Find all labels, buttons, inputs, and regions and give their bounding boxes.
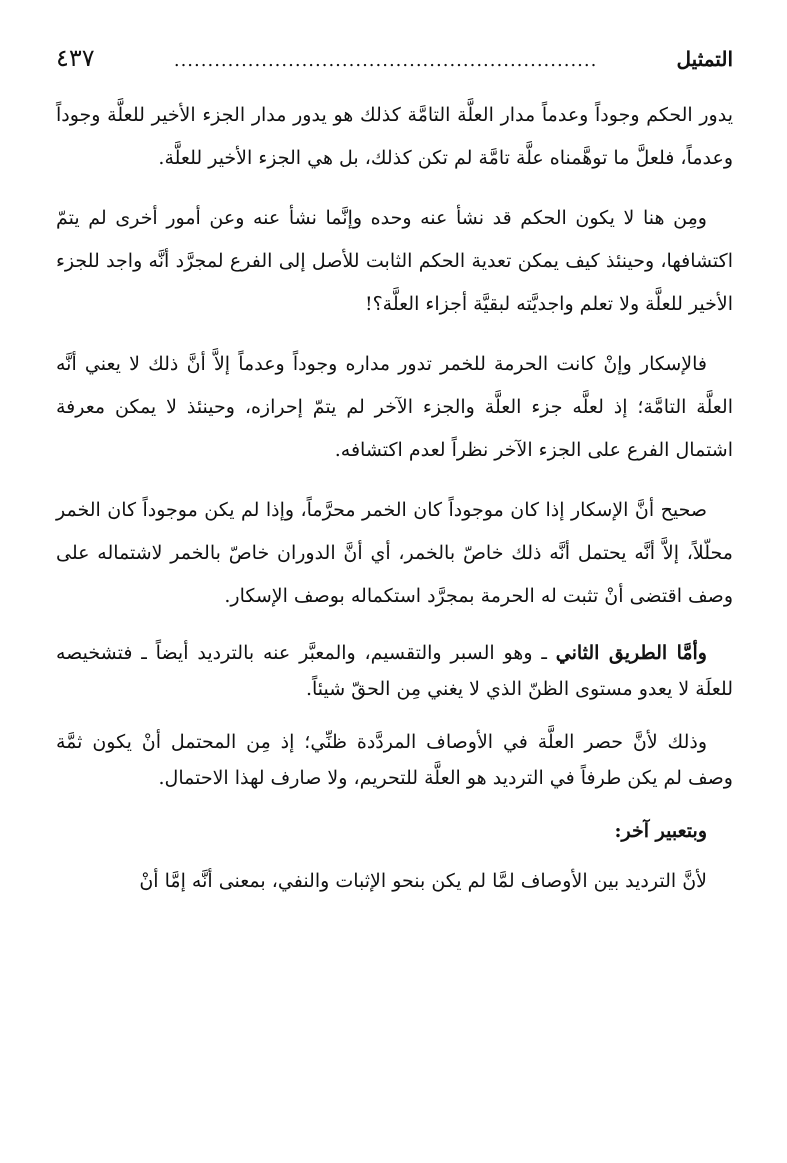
leader-dots: ............................................................... [173, 50, 598, 71]
page-number: ٤٣٧ [56, 44, 95, 72]
paragraph-reason: وذلك لأنَّ حصر العلَّة في الأوصاف المردَّدة ظنِّي؛ إذ مِن المحتمل أنْ يكون ثمَّة وصف لم يكن طرفاً في الترديد هو العلَّة للتحريم، ولا صارف لهذا الاحتمال. [56, 731, 733, 789]
chapter-title: التمثيل [676, 47, 733, 71]
second-method-lead: وأمَّا الطريق الثاني [555, 642, 707, 664]
paragraph-second-method [56, 635, 733, 707]
running-head [56, 44, 733, 94]
subheading: وبتعبير آخر: [614, 820, 707, 842]
paragraph-2: ومِن هنا لا يكون الحكم قد نشأ عنه وحده وإنَّما نشأ عنه وعن أمور أخرى لم يتمّ اكتشافها، وحينئذ كيف يمكن تعدية الحكم الثابت للأصل إلى الفرع لمجرَّد أنَّه واجد للجزء الأخير للعلَّة ولا تعلم واجديَّته لبقيَّة أجزاء العلَّة؟! [56, 207, 733, 315]
paragraph-1: يدور الحكم وجوداً وعدماً مدار العلَّة التامَّة كذلك هو يدور مدار الجزء الأخير للعلَّة وجوداً وعدماً، فلعلَّ ما توهَّمناه علَّة تامَّة لم تكن كذلك، بل هي الجزء الأخير للعلَّة. [56, 104, 733, 169]
paragraph-last: لأنَّ الترديد بين الأوصاف لمَّا لم يكن بنحو الإثبات والنفي، بمعنى أنَّه إمَّا أنْ [139, 870, 707, 892]
paragraph-3: فالإسكار وإنْ كانت الحرمة للخمر تدور مداره وجوداً وعدماً إلاَّ أنَّ ذلك لا يعني أنَّه العلَّة التامَّة؛ إذ لعلَّه جزء العلَّة والجزء الآخر لم يتمّ إحرازه، وحينئذ لا يمكن معرفة اشتمال الفرع على الجزء الآخر نظراً لعدم اكتشافه. [56, 353, 733, 461]
paragraph-4: صحيح أنَّ الإسكار إذا كان موجوداً كان الخمر محرَّماً، وإذا لم يكن موجوداً كان الخمر محلّلاً، إلاَّ أنَّه يحتمل أنَّه ذلك خاصّ بالخمر، أي أنَّ الدوران خاصّ بالخمر لاشتماله على وصف اقتضى أنْ تثبت له الحرمة بمجرَّد استكماله بوصف الإسكار. [56, 499, 733, 607]
second-method-text: ـ وهو السبر والتقسيم، والمعبَّر عنه بالترديد أيضاً ـ فتشخيصه للعلَة لا يعدو مستوى الظنّ الذي لا يغني مِن الحقّ شيئاً. [56, 642, 733, 700]
